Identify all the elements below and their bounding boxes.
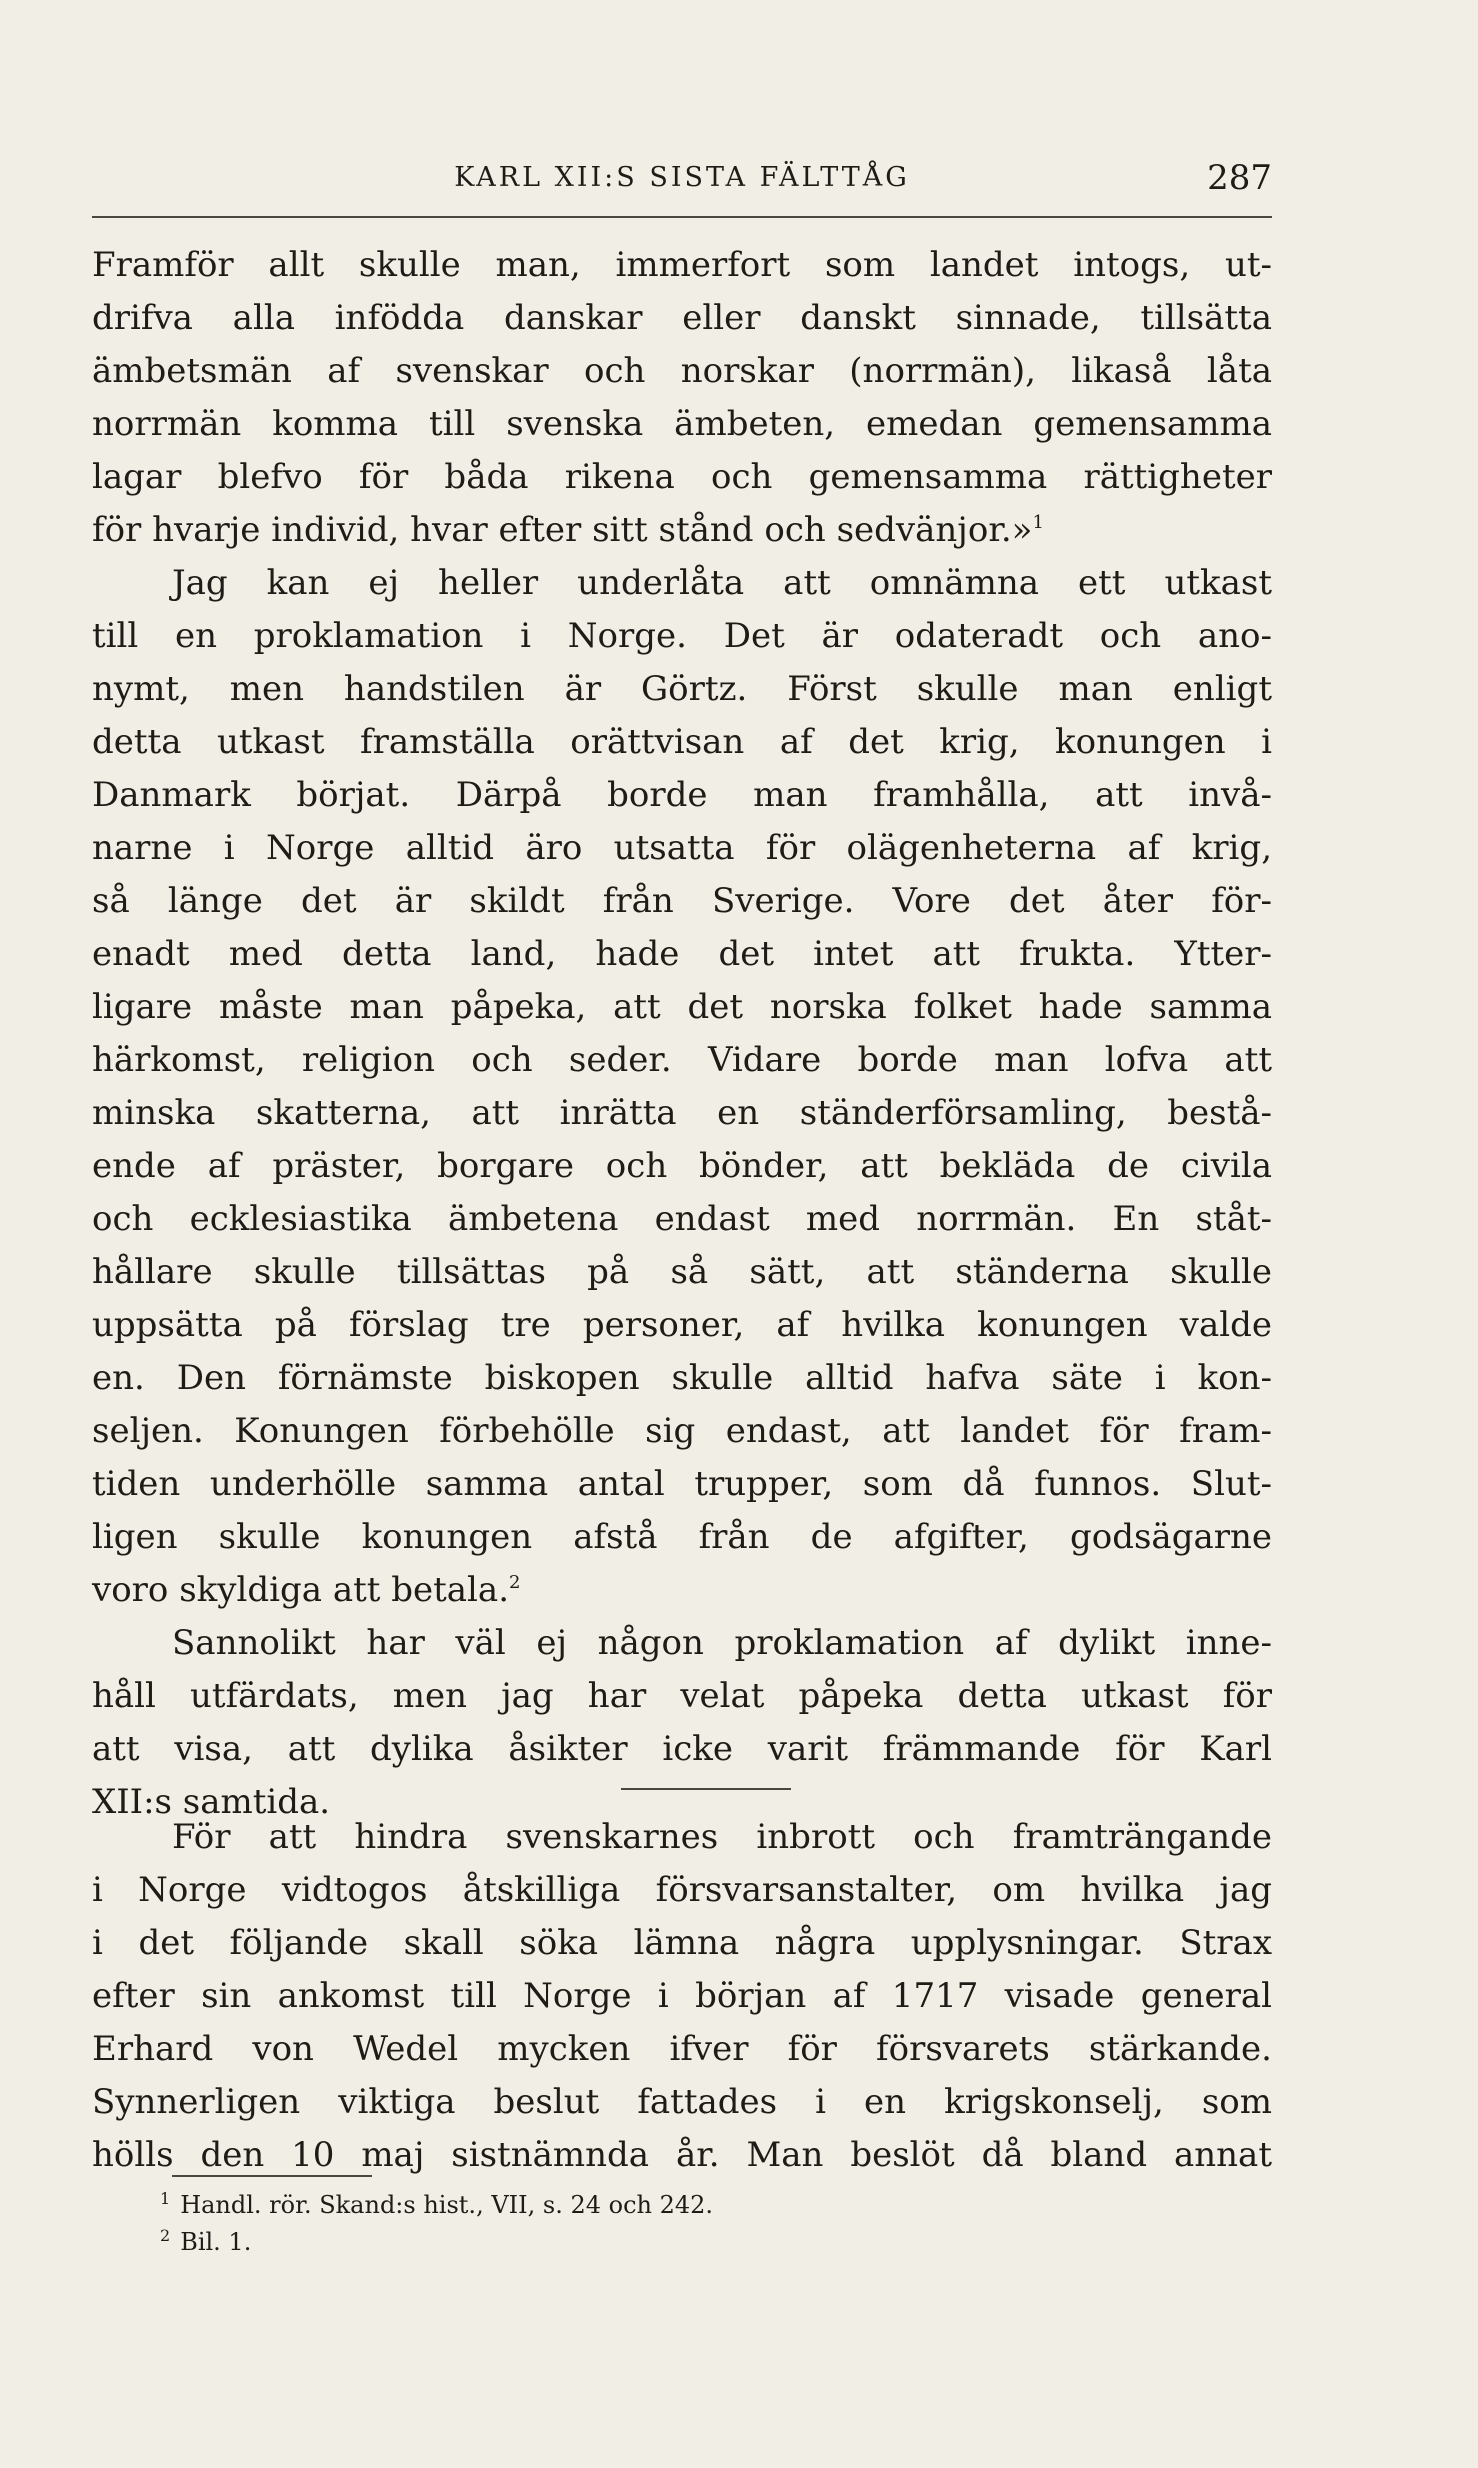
section-divider [621, 1788, 791, 1790]
text-line-with-footnote [92, 1564, 1272, 1617]
text-line: att visa, att dylika åsikter icke varit främmande för Karl [92, 1729, 1272, 1769]
text-line: en. Den förnämste biskopen skulle alltid hafva säte i kon- [92, 1358, 1272, 1398]
text-line: enadt med detta land, hade det intet att frukta. Ytter- [92, 934, 1272, 974]
footnote-text: Bil. 1. [180, 2228, 252, 2256]
footnote-item [160, 2224, 1260, 2261]
text-line: härkomst, religion och seder. Vidare borde man lofva att [92, 1040, 1272, 1080]
text-line: Erhard von Wedel mycken ifver för försvarets stärkande. [92, 2029, 1272, 2069]
header-rule [92, 216, 1272, 218]
text-line: lagar blefvo för båda rikena och gemensamma rättigheter [92, 457, 1272, 497]
footnote-text: Handl. rör. Skand:s hist., VII, s. 24 och 242. [180, 2191, 714, 2219]
text-line: håll utfärdats, men jag har velat påpeka detta utkast för [92, 1676, 1272, 1716]
text-line: seljen. Konungen förbehölle sig endast, att landet för fram- [92, 1411, 1272, 1451]
text-line: hållare skulle tillsättas på så sätt, att ständerna skulle [92, 1252, 1272, 1292]
text-line: detta utkast framställa orättvisan af det krig, konungen i [92, 722, 1272, 762]
page-header [92, 156, 1272, 200]
text-line: i Norge vidtogos åtskilliga försvarsanstalter, om hvilka jag [92, 1870, 1272, 1910]
footnote-item [160, 2187, 1260, 2224]
text-line: till en proklamation i Norge. Det är odateradt och ano- [92, 616, 1272, 656]
text-line: uppsätta på förslag tre personer, af hvilka konungen valde [92, 1305, 1272, 1345]
text-line: ligen skulle konungen afstå från de afgifter, godsägarne [92, 1517, 1272, 1557]
text-line: minska skatterna, att inrätta en ständerförsamling, bestå- [92, 1093, 1272, 1133]
running-title: KARL XII:S SISTA FÄLTTÅG [454, 162, 910, 193]
text-line: så länge det är skildt från Sverige. Vore det åter för- [92, 881, 1272, 921]
text-line: XII:s samtida. [92, 1782, 331, 1822]
text-line-indented: Jag kan ej heller underlåta att omnämna ett utkast [172, 563, 1272, 603]
text-line-indented: Sannolikt har väl ej någon proklamation af dylikt inne- [172, 1623, 1272, 1663]
text-line: Danmark börjat. Därpå borde man framhålla, att invå- [92, 775, 1272, 815]
text-line-content: voro skyldiga att betala. [92, 1570, 509, 1610]
main-text [92, 239, 1272, 1829]
footnote-reference: 2 [509, 1572, 521, 1593]
text-line: hölls den 10 maj sistnämnda år. Man beslöt då bland annat [92, 2135, 1272, 2175]
page-number: 287 [1207, 158, 1272, 198]
text-line: ligare måste man påpeka, att det norska folket hade samma [92, 987, 1272, 1027]
text-line: Framför allt skulle man, immerfort som landet intogs, ut- [92, 245, 1272, 285]
text-line: efter sin ankomst till Norge i början af 1717 visade general [92, 1976, 1272, 2016]
footnote-rule [172, 2175, 372, 2177]
text-line: och ecklesiastika ämbetena endast med norrmän. En ståt- [92, 1199, 1272, 1239]
text-line: ämbetsmän af svenskar och norskar (norrmän), likaså låta [92, 351, 1272, 391]
text-line-content: för hvarje individ, hvar efter sitt stånd och sedvänjor.» [92, 510, 1033, 550]
text-line-with-footnote [92, 504, 1272, 557]
text-line: drifva alla infödda danskar eller danskt sinnade, tillsätta [92, 298, 1272, 338]
text-line-indented: För att hindra svenskarnes inbrott och framträngande [172, 1817, 1272, 1857]
footnote-reference: 1 [1032, 512, 1044, 533]
text-line: norrmän komma till svenska ämbeten, emedan gemensamma [92, 404, 1272, 444]
footnote-mark: 1 [160, 2189, 171, 2208]
footnotes [160, 2187, 1260, 2261]
text-line: nymt, men handstilen är Görtz. Först skulle man enligt [92, 669, 1272, 709]
text-line: ende af präster, borgare och bönder, att bekläda de civila [92, 1146, 1272, 1186]
text-line: Synnerligen viktiga beslut fattades i en krigskonselj, som [92, 2082, 1272, 2122]
footnote-mark: 2 [160, 2226, 171, 2245]
text-line: narne i Norge alltid äro utsatta för olägenheterna af krig, [92, 828, 1272, 868]
text-line: tiden underhölle samma antal trupper, som då funnos. Slut- [92, 1464, 1272, 1504]
text-line: i det följande skall söka lämna några upplysningar. Strax [92, 1923, 1272, 1963]
second-section-text [92, 1811, 1272, 2182]
